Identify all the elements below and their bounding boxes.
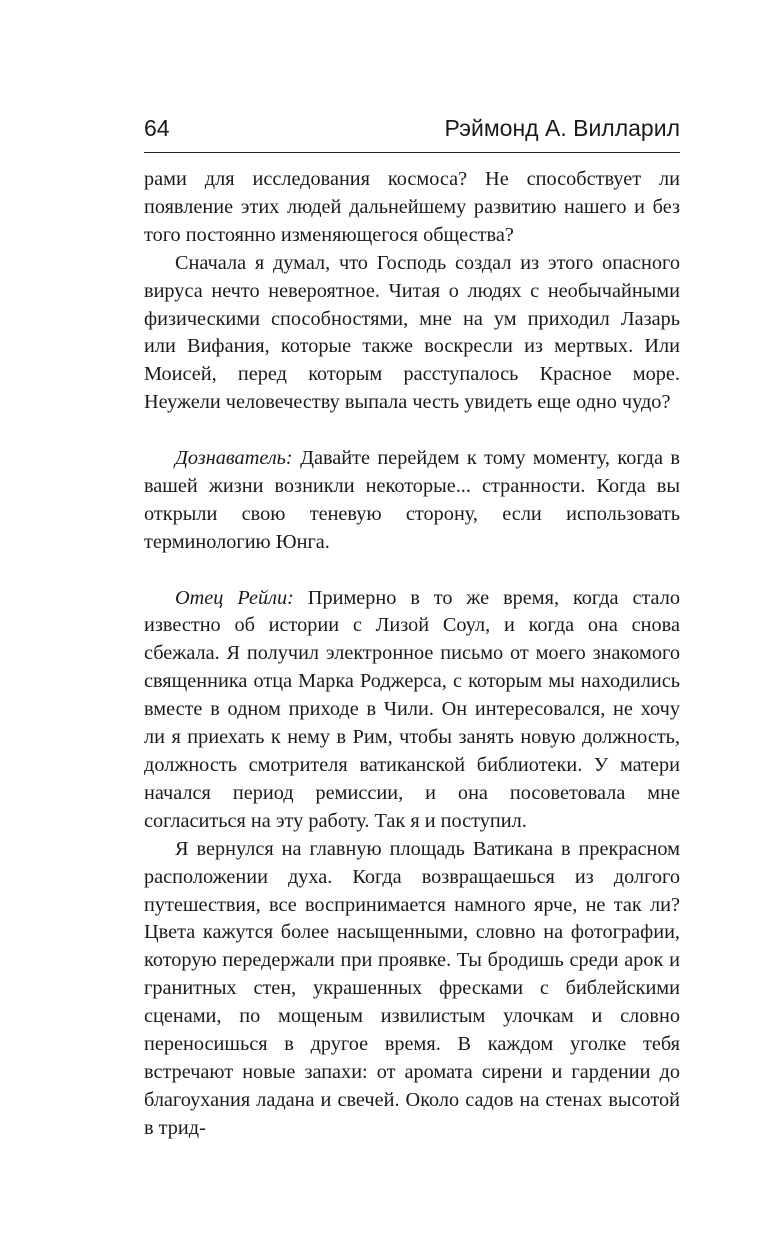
paragraph bbox=[144, 166, 680, 250]
paragraph bbox=[144, 836, 680, 1143]
paragraph bbox=[144, 585, 680, 836]
paragraph bbox=[144, 445, 680, 557]
paragraph bbox=[144, 250, 680, 417]
paragraph-text: Сначала я думал, что Господь создал из этого опасного вируса нечто невероятное. Читая о людях с необычайными физическими способностями, мне на ум приходил Лазарь или Вифания, которые также воскресли из мертвых. Или Моисей, перед которым расступалось Красное море. Неужели человечеству выпала честь увидеть еще одно чудо? bbox=[144, 251, 680, 414]
paragraph-text: Давайте перейдем к тому моменту, когда в вашей жизни возникли некоторые... странности. Когда вы открыли свою теневую сторону, если использовать терминологию Юнга. bbox=[144, 447, 680, 553]
speaker-label: Дознаватель: bbox=[175, 447, 293, 470]
page-number: 64 bbox=[144, 115, 170, 141]
header-rule bbox=[144, 152, 680, 153]
paragraph-text: Я вернулся на главную площадь Ватикана в прекрасном расположении духа. Когда возвращаешься из долгого путешествия, все воспринимается намного ярче, не так ли? Цвета кажутся более насыщенными, словно на фотографии, которую передержали при проявке. Ты бродишь среди арок и гранитных стен, украшенных фресками с библейскими сценами, по мощеным извилистым улочкам и словно переносишься в другое время. В каждом уголке тебя встречают новые запахи: от аромата сирени и гардении до благоухания ладана и свечей. Около садов на стенах высотой в трид- bbox=[144, 837, 680, 1139]
body-text bbox=[144, 166, 680, 1143]
paragraph-text: рами для исследования космоса? Не способствует ли появление этих людей дальнейшему развитию нашего и без того постоянно изменяющегося общества? bbox=[144, 168, 680, 246]
running-header bbox=[144, 113, 680, 145]
running-title: Рэймонд А. Вилларил bbox=[444, 115, 680, 141]
speaker-label: Отец Рейли: bbox=[175, 586, 294, 609]
paragraph-text: Примерно в то же время, когда стало известно об истории с Лизой Соул, и когда она снова сбежала. Я получил электронное письмо от моего знакомого священника отца Марка Роджерса, с которым мы находились вместе в одном приходе в Чили. Он интересовался, не хочу ли я приехать к нему в Рим, чтобы занять новую должность, должность смотрителя ватиканской библиотеки. У матери начался период ремиссии, и она посоветовала мне согласиться на эту работу. Так я и поступил. bbox=[144, 586, 680, 832]
